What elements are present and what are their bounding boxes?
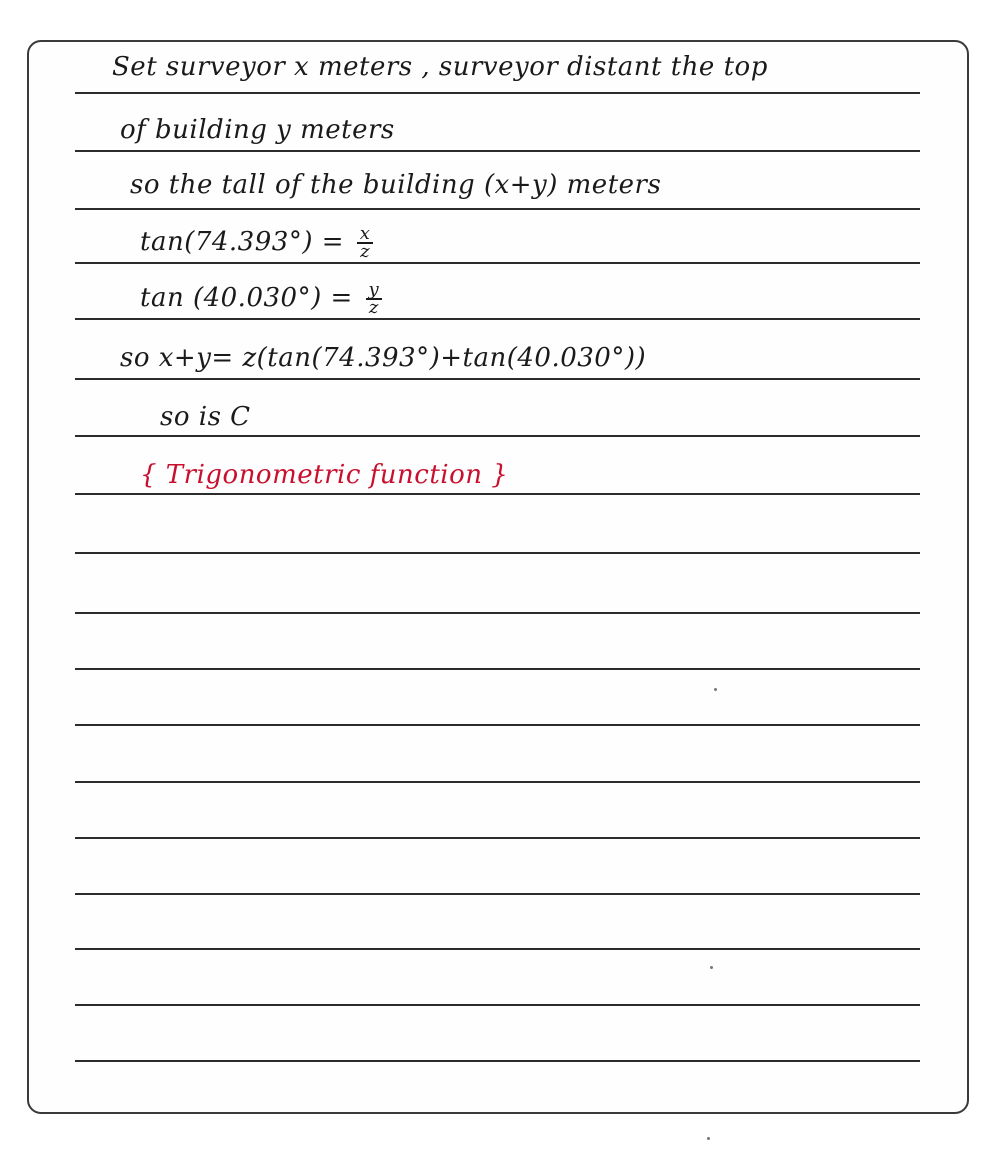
- ruled-line: [75, 837, 920, 839]
- ruled-line: [75, 318, 920, 320]
- ruled-line: [75, 1004, 920, 1006]
- scan-speck: [714, 688, 717, 691]
- ruled-line: [75, 435, 920, 437]
- fraction-y-over-z: [366, 279, 383, 318]
- equation-tan-x: [140, 223, 373, 262]
- handwritten-line-1: Set surveyor x meters , surveyor distant the top: [112, 52, 768, 82]
- scan-speck: [710, 966, 713, 969]
- fraction-denominator: z: [368, 297, 379, 318]
- ruled-line: [75, 948, 920, 950]
- ruled-line: [75, 893, 920, 895]
- fraction-numerator: x: [357, 226, 374, 244]
- ruled-line: [75, 612, 920, 614]
- ruled-line: [75, 668, 920, 670]
- ruled-line: [75, 493, 920, 495]
- scan-speck: [707, 1137, 710, 1140]
- handwritten-line-3: so the tall of the building (x+y) meters: [130, 170, 662, 200]
- handwritten-line-6: so x+y= z(tan(74.393°)+tan(40.030°)): [120, 343, 647, 373]
- handwritten-line-2: of building y meters: [120, 115, 395, 145]
- ruled-line: [75, 150, 920, 152]
- ruled-line: [75, 781, 920, 783]
- ruled-line: [75, 724, 920, 726]
- ruled-line: [75, 378, 920, 380]
- ruled-line: [75, 262, 920, 264]
- fraction-numerator: y: [366, 282, 383, 300]
- notebook-sheet: [27, 40, 969, 1114]
- equation-tan-y: [140, 279, 382, 318]
- handwritten-line-7: so is C: [160, 402, 251, 432]
- ruled-line: [75, 1060, 920, 1062]
- topic-annotation: { Trigonometric function }: [140, 460, 509, 490]
- ruled-line: [75, 92, 920, 94]
- fraction-denominator: z: [360, 241, 371, 262]
- ruled-line: [75, 552, 920, 554]
- ruled-line: [75, 208, 920, 210]
- equation-lhs: tan(74.393°) =: [140, 227, 345, 257]
- equation-lhs: tan (40.030°) =: [140, 283, 353, 313]
- fraction-x-over-z: [357, 223, 374, 262]
